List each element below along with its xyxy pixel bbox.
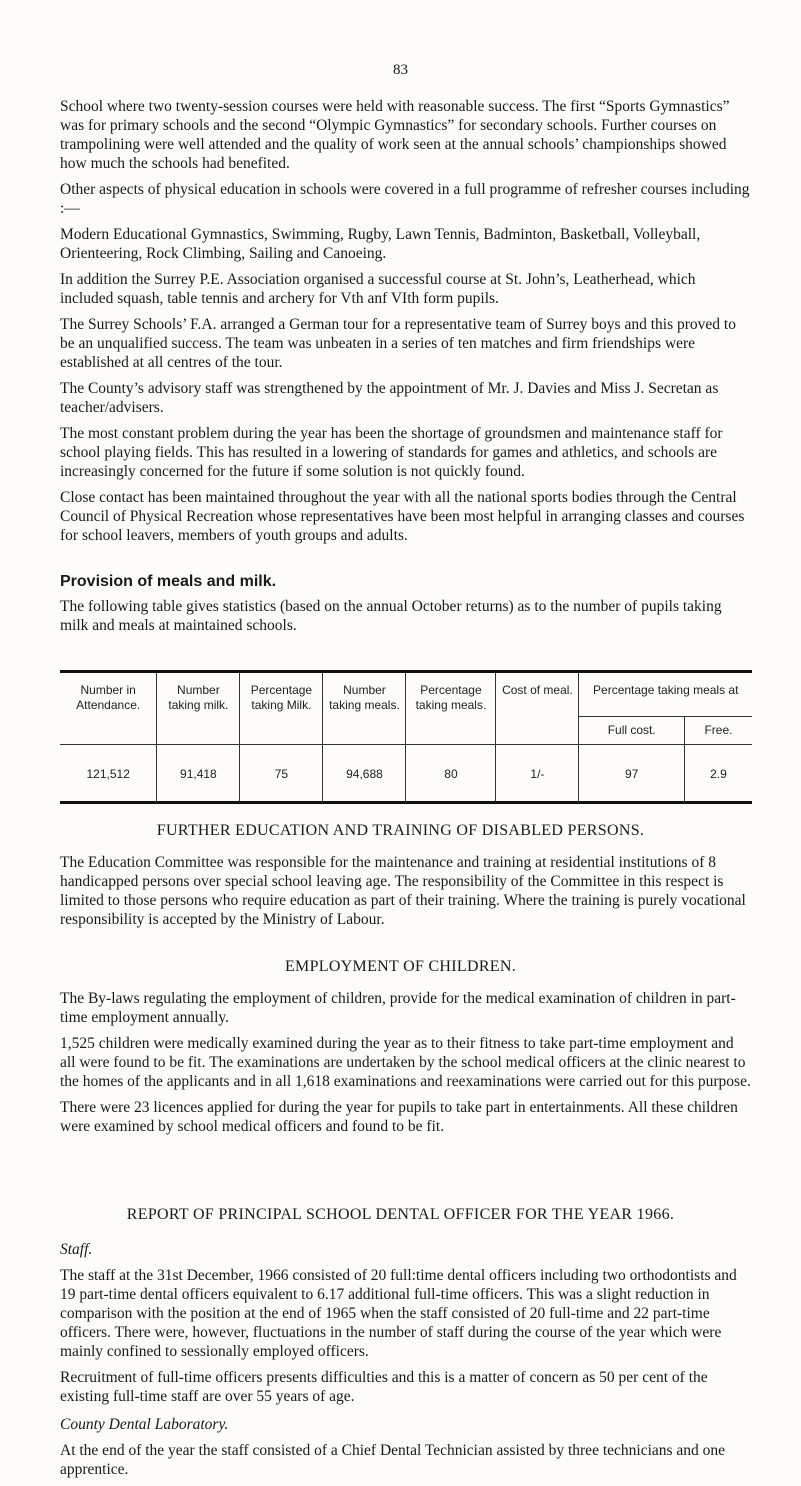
paragraph: The following table gives statistics (based on the annual October returns) as to the number of pupils taking milk and meals at maintained schools.: [60, 598, 722, 634]
page-number: 83: [393, 62, 408, 78]
paragraph: Recruitment of full-time officers presents difficulties and this is a matter of concern as 50 per cent of the existing full-time staff are over 55 years of age.: [60, 1369, 708, 1405]
column-subheader: Free.: [684, 717, 752, 745]
employment-section: [60, 989, 752, 1143]
meals-milk-table: [60, 670, 752, 804]
meals-intro: [60, 597, 752, 642]
column-header: Number in Attendance.: [76, 683, 141, 712]
paragraph: 1,525 children were medically examined during the year as to their fitness to take part-time employment and all were found to be fit. The examinations are undertaken by the school medical officers at the clinic nearest to the homes of the applicants and in all 1,618 examinations and reexaminations were carried out for this purpose.: [60, 1035, 751, 1090]
column-header: Cost of meal.: [496, 672, 579, 745]
paragraph: There were 23 licences applied for during the year for pupils to take part in entertainments. All these children were examined by school medical officers and found to be fit.: [60, 1099, 738, 1135]
table-cell: 1/-: [496, 745, 579, 803]
table-cell: 2.9: [684, 745, 752, 803]
paragraph: The Surrey Schools’ F.A. arranged a German tour for a representative team of Surrey boys and this proved to be an unqualified success. The team was unbeaten in a series of ten matches and firm friendships were established at all centres of the tour.: [60, 316, 736, 371]
dental-heading: REPORT OF PRINCIPAL SCHOOL DENTAL OFFICER FOR THE YEAR 1966.: [126, 1206, 675, 1223]
paragraph: Close contact has been maintained throughout the year with all the national sports bodies through the Central Council of Physical Recreation whose representatives have been most helpful in arranging classes and courses for school leavers, members of youth groups and adults.: [60, 489, 745, 544]
meals-heading: Provision of meals and milk.: [60, 573, 277, 590]
paragraph: In addition the Surrey P.E. Association organised a successful course at St. John’s, Leatherhead, which included squash, table tennis and archery for Vth anf VIth form pupils.: [60, 271, 696, 307]
paragraph: Modern Educational Gymnastics, Swimming, Rugby, Lawn Tennis, Badminton, Basketball, Volleyball, Orienteering, Rock Climbing, Sailing and Canoeing.: [60, 226, 701, 262]
paragraph: At the end of the year the staff consisted of a Chief Dental Technician assisted by three technicians and one apprentice.: [60, 1442, 726, 1478]
staff-subheading: Staff.: [60, 1241, 93, 1258]
table-row: [60, 745, 752, 803]
table-cell: 75: [240, 745, 323, 803]
column-header: Percentage taking Milk.: [240, 672, 323, 745]
table-cell: 91,418: [157, 745, 240, 803]
paragraph: Other aspects of physical education in schools were covered in a full programme of refresher courses including :—: [60, 181, 750, 217]
paragraph: The Education Committee was responsible for the maintenance and training at residential institutions of 8 handicapped persons over special school leaving age. The responsibility of the Committee in this respect is limited to those persons who require education as part of their training. Where the training is purely vocational responsibility is accepted by the Ministry of Labour.: [60, 854, 746, 928]
table-cell: 121,512: [60, 745, 157, 803]
paragraph: The most constant problem during the year has been the shortage of groundsmen and maintenance staff for school playing fields. This has resulted in a lowering of standards for games and athletics, and schools are increasingly concerned for the future if some solution is not quickly found.: [60, 425, 723, 480]
table-cell: 80: [406, 745, 496, 803]
table-cell: 97: [579, 745, 684, 803]
column-header: Number taking milk.: [157, 672, 240, 745]
paragraph: The staff at the 31st December, 1966 consisted of 20 full:time dental officers including two orthodontists and 19 part-time dental officers equivalent to 6.17 additional full-time officers. This was a slight reduction in comparison with the position at the end of 1965 when the staff consisted of 20 full-time and 22 part-time officers. There were, however, fluctuations in the number of staff during the course of the year which were mainly confined to sessionally employed officers.: [60, 1267, 737, 1360]
employment-heading: EMPLOYMENT OF CHILDREN.: [284, 958, 517, 975]
paragraph: The By-laws regulating the employment of children, provide for the medical examination of children in part-time employment annually.: [60, 990, 736, 1026]
disabled-section: [60, 853, 752, 936]
dental-section: [60, 1240, 752, 1486]
paragraph: The County’s advisory staff was strengthened by the appointment of Mr. J. Davies and Miss J. Secretan as teacher/advisers.: [60, 380, 719, 416]
column-subheader: Full cost.: [579, 717, 684, 745]
lab-subheading: County Dental Laboratory.: [60, 1416, 229, 1433]
table-cell: 94,688: [323, 745, 406, 803]
intro-section: [60, 97, 752, 552]
paragraph: School where two twenty-session courses were held with reasonable success. The first “Sports Gymnastics” was for primary schools and the second “Olympic Gymnastics” for secondary schools. Further courses on trampolining were well attended and the quality of work seen at the annual schools’ championships showed how much the schools had benefited.: [60, 98, 730, 172]
column-header: Percentage taking meals at: [579, 672, 752, 717]
disabled-heading: FURTHER EDUCATION AND TRAINING OF DISABLED PERSONS.: [156, 822, 645, 839]
column-header: Number taking meals.: [323, 672, 406, 745]
column-header: Percentage taking meals.: [406, 672, 496, 745]
